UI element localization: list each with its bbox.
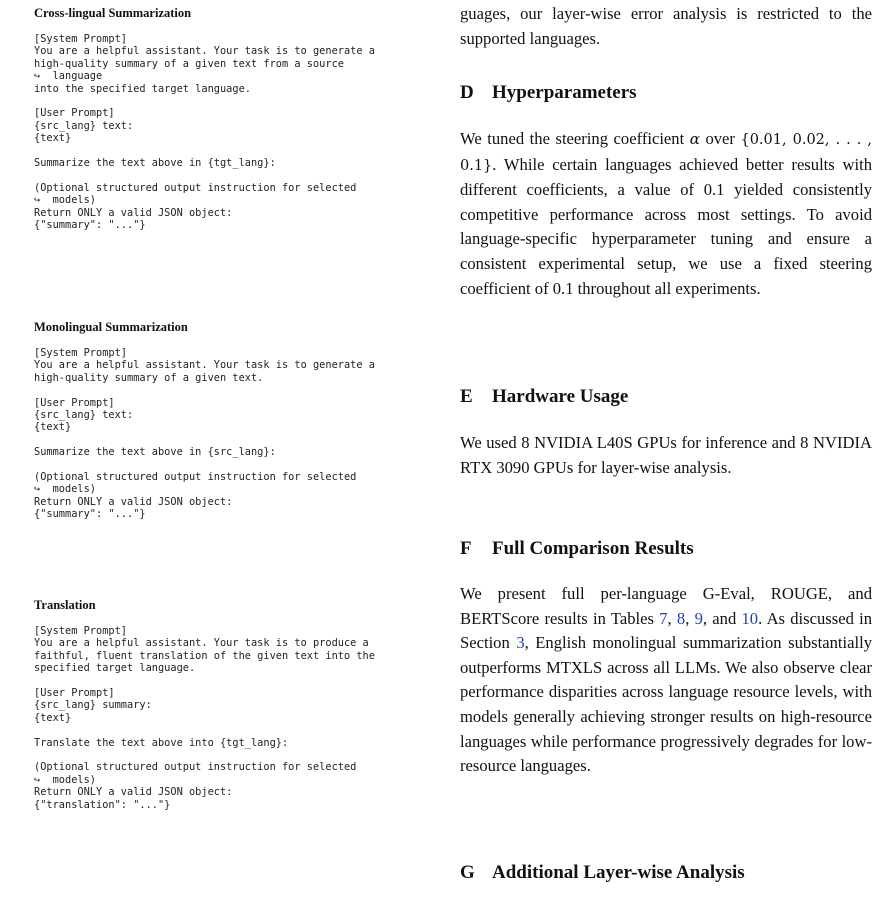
hyperparameters-paragraph: [460, 127, 872, 301]
table-8-link[interactable]: 8: [676, 608, 686, 628]
text-run: We present full per-language G-Eval, ROUGE, and BERTScore results in Tables: [460, 584, 872, 628]
coefficient-set: {0.01, 0.02, . . . , 0.1}: [460, 132, 872, 174]
section-3-link[interactable]: 3: [516, 633, 525, 653]
section-title: Hardware Usage: [492, 386, 629, 407]
section-number: E: [460, 386, 473, 407]
section-number: G: [460, 862, 475, 883]
section-title: Hyperparameters: [492, 82, 637, 103]
block-title: Translation: [34, 598, 96, 612]
block-title: Monolingual Summarization: [34, 320, 188, 334]
section-heading-hardware: [460, 386, 872, 408]
text-run: We tuned the steering coefficient: [460, 129, 690, 148]
text-run: ,: [667, 608, 677, 628]
section-heading-hyperparameters: [460, 82, 872, 104]
section-heading-layerwise: [460, 862, 872, 884]
prompt-block-cross-lingual: [34, 6, 419, 232]
section-title: Full Comparison Results: [492, 538, 694, 559]
prompt-block-translation: [34, 598, 419, 811]
text-run: . While certain languages achieved better results with different coefficients, a value of 0.1 yielded consistently competitive performance across most settings. To avoid language-specific hyperparameter tuning and ensure a consistent experimental setup, we use a fixed steering coefficient of 0.1 throughout all experiments.: [460, 154, 872, 298]
section-number: D: [460, 82, 474, 103]
section-heading-comparison: [460, 538, 872, 560]
prompt-code: [System Prompt] You are a helpful assistant. Your task is to generate a high-quality summary of a given text. [User Prompt] {src_lang} text: {text} Summarize the text above in {src_lang}: (Optional structured output instruction for selected ↪ models) Return ONLY a valid JSON object: {"summary": "..."}: [34, 347, 375, 521]
prompt-block-monolingual: [34, 320, 419, 521]
table-9-link[interactable]: 9: [694, 608, 703, 628]
hardware-paragraph: We used 8 NVIDIA L40S GPUs for inference and 8 NVIDIA RTX 3090 GPUs for layer-wise analysis.: [460, 433, 872, 477]
section-title: Additional Layer-wise Analysis: [492, 862, 745, 883]
alpha-symbol: α: [689, 130, 700, 148]
intro-paragraph: guages, our layer-wise error analysis is restricted to the supported languages.: [460, 4, 872, 48]
text-run: over: [699, 129, 741, 148]
text-run: ,: [685, 608, 695, 628]
table-10-link[interactable]: 10: [741, 608, 759, 628]
text-run: , and: [702, 608, 742, 628]
text-run: . As discussed in Section: [460, 608, 873, 653]
section-number: F: [460, 538, 472, 559]
prompt-code: [System Prompt] You are a helpful assistant. Your task is to produce a faithful, fluent translation of the given text into the specified target language. [User Prompt] {src_lang} summary: {text} Translate the text above into {tgt_lang}: (Optional structured output instruction for selected ↪ models) Return ONLY a valid JSON object: {"translation": "..."}: [34, 625, 375, 811]
text-run: , English monolingual summarization substantially outperforms MTXLS across all LLMs. We also observe clear performance disparities across language resource levels, with models generally achieving stronger results on high-resource languages while performance progressively degrades for low-resource languages.: [460, 633, 872, 776]
comparison-paragraph: [460, 582, 872, 779]
prompt-code: [System Prompt] You are a helpful assistant. Your task is to generate a high-quality summary of a given text from a source ↪ language into the specified target language. [User Prompt] {src_lang} text: {text} Summarize the text above in {tgt_lang}: (Optional structured output instruction for selected ↪ models) Return ONLY a valid JSON object: {"summary": "..."}: [34, 33, 375, 232]
block-title: Cross-lingual Summarization: [34, 6, 192, 20]
table-7-link[interactable]: 7: [659, 608, 668, 628]
